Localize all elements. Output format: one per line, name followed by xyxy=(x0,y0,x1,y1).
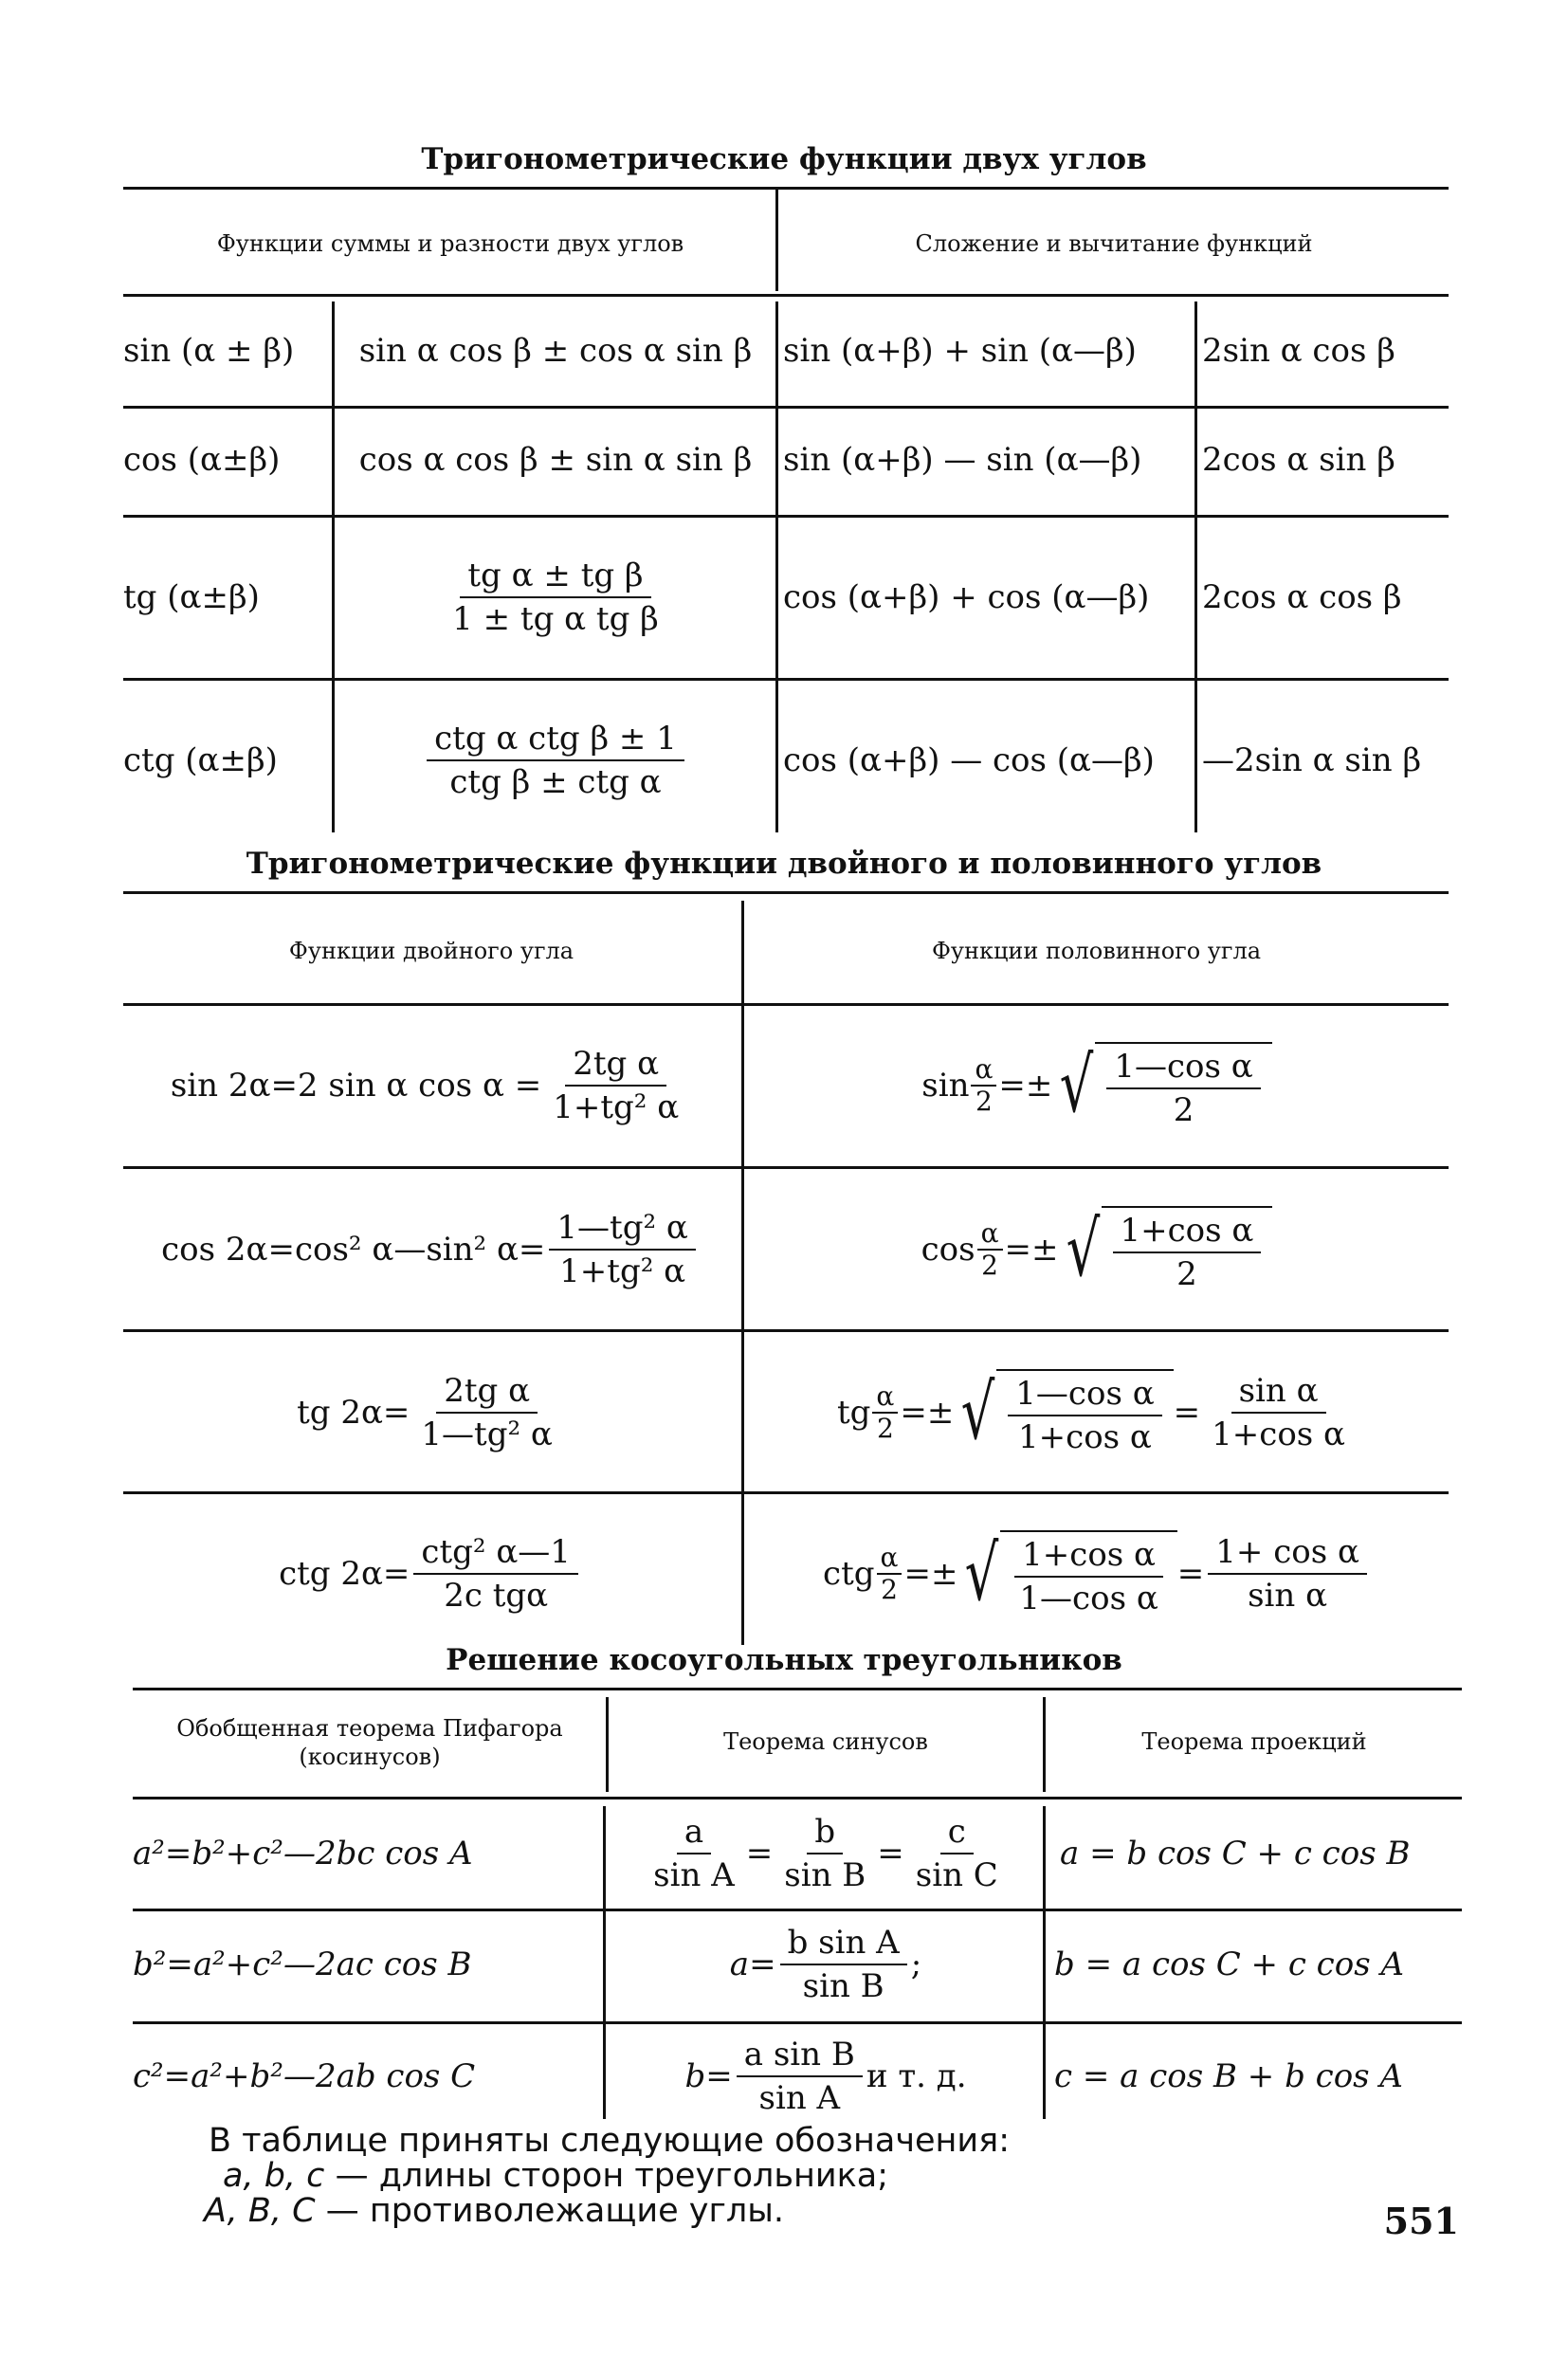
result: 2sin α cos β xyxy=(1202,332,1395,370)
projection-law: c = a cos B + b cos A xyxy=(1054,2057,1403,2095)
fn-label: sin (α ± β) xyxy=(123,332,295,370)
sine-law-solved: a= $\frac{\text{b sin A}}{\text{sin B}}$ ; xyxy=(729,1924,922,2005)
formula: cos α cos β ± sin α sin β xyxy=(358,441,753,479)
half-angle-formula: tg $\frac{\alpha}{2}$ =± √ $\frac{\text{1—cos α}}{\text{1+cos α}}$ = $\frac{\text{sin α}}{\text{1+cos α}}$ xyxy=(836,1368,1346,1456)
cosine-law: b²=a²+c²—2ac cos B xyxy=(133,1946,472,1983)
half-angle-formula: cos $\frac{\alpha}{2}$ =± √ $\frac{\text{1+cos α}}{2}$ xyxy=(745,1193,1449,1306)
divider xyxy=(741,901,744,1645)
cosine-law: a²=b²+c²—2bc cos A xyxy=(133,1835,473,1873)
expression: sin (α+β) + sin (α—β) xyxy=(783,332,1137,370)
denominator: ctg β ± ctg α xyxy=(449,763,662,801)
formula: sin α cos β ± cos α sin β xyxy=(358,332,753,370)
section1-col1-header: Функции суммы и разности двух углов xyxy=(216,230,684,257)
divider xyxy=(332,301,335,832)
rule xyxy=(133,1688,1462,1690)
rule xyxy=(123,1491,1449,1494)
section3-col2-header: Теорема синусов xyxy=(723,1728,928,1755)
divider xyxy=(1043,1697,1046,1792)
denominator: 1 ± tg α tg β xyxy=(452,600,659,638)
numerator: tg α ± tg β xyxy=(460,557,650,598)
rule xyxy=(133,1797,1462,1800)
rule xyxy=(123,406,1449,409)
page-number: 551 xyxy=(1383,2200,1459,2242)
result: 2cos α sin β xyxy=(1202,441,1395,479)
section2-col1-header: Функции двойного угла xyxy=(288,938,574,964)
expression: sin (α+β) — sin (α—β) xyxy=(783,441,1142,479)
section3-col1-header: Обобщенная теорема Пифагора (косинусов) xyxy=(176,1715,563,1770)
fn-label: ctg (α±β) xyxy=(123,741,278,779)
result: 2cos α cos β xyxy=(1202,578,1402,616)
section1-col2-header: Сложение и вычитание функций xyxy=(915,230,1313,257)
rule xyxy=(123,187,1449,190)
fraction xyxy=(337,550,775,645)
projection-law: b = a cos C + c cos A xyxy=(1054,1946,1405,1983)
section1-title: Тригонометрические функции двух углов xyxy=(421,142,1147,176)
half-angle-formula: ctg $\frac{\alpha}{2}$ =± √ $\frac{\text{1+cos α}}{\text{1—cos α}}$ = $\frac{\text{1+ cos α}}{\text{sin α}}$ xyxy=(745,1517,1449,1631)
projection-law: a = b cos C + c cos B xyxy=(1060,1835,1411,1873)
fn-label: cos (α±β) xyxy=(123,441,281,479)
rule xyxy=(123,1003,1449,1006)
fn-label: tg (α±β) xyxy=(123,578,260,616)
divider xyxy=(1043,1806,1046,2119)
sqrt-icon: √ $\frac{\text{1—cos α}}{2}$ xyxy=(1052,1042,1271,1129)
rule xyxy=(123,1166,1449,1169)
double-angle-formula: sin 2α=2 sin α cos α = $\frac{\text{2tg α}}{\text{1+tg² α}}$ xyxy=(170,1045,680,1126)
divider xyxy=(775,301,778,832)
divider xyxy=(606,1697,609,1792)
result: —2sin α sin β xyxy=(1202,741,1422,779)
cosine-law: c²=a²+b²—2ab cos C xyxy=(133,2057,476,2095)
rule xyxy=(133,2021,1462,2024)
divider xyxy=(775,187,778,291)
sine-law: $\frac{a}{\text{sin A}}$ = $\frac{b}{\text{sin B}}$ = $\frac{c}{\text{sin C}}$ xyxy=(653,1813,998,1894)
sqrt-icon: √ $\frac{\text{1—cos α}}{\text{1+cos α}}$ xyxy=(954,1369,1173,1456)
rule xyxy=(123,294,1449,297)
fraction xyxy=(337,713,775,808)
double-angle-formula: ctg 2α= $\frac{\text{ctg² α—1}}{\text{2c tgα}}$ xyxy=(123,1517,738,1631)
sine-law-solved: b= $\frac{\text{a sin B}}{\text{sin A}}$ и т. д. xyxy=(684,2036,967,2117)
divider xyxy=(1194,301,1197,832)
rule xyxy=(123,891,1449,894)
rule xyxy=(123,678,1449,681)
section3-title: Решение косоугольных треугольников xyxy=(446,1643,1122,1677)
numerator: ctg α ctg β ± 1 xyxy=(427,720,684,761)
rule xyxy=(123,1329,1449,1332)
section2-title: Тригонометрические функции двойного и половинного углов xyxy=(246,847,1322,881)
half-angle-formula: sin $\frac{\alpha}{2}$ =± √ $\frac{\text{1—cos α}}{2}$ xyxy=(745,1029,1449,1142)
divider xyxy=(603,1806,606,2119)
notes-angles: A, B, C — противолежащие углы. xyxy=(204,2192,784,2230)
expression: cos (α+β) + cos (α—β) xyxy=(783,578,1150,616)
sqrt-icon: √ $\frac{\text{1+cos α}}{\text{1—cos α}}$ xyxy=(957,1530,1176,1617)
notes-sides: a, b, c — длины сторон треугольника; xyxy=(223,2157,888,2195)
double-angle-formula: tg 2α= $\frac{\text{2tg α}}{\text{1—tg² α}}$ xyxy=(297,1372,553,1453)
section3-col3-header: Теорема проекций xyxy=(1141,1728,1367,1755)
rule xyxy=(133,1909,1462,1911)
expression: cos (α+β) — cos (α—β) xyxy=(783,741,1155,779)
rule xyxy=(123,515,1449,518)
sqrt-icon: √ $\frac{\text{1+cos α}}{2}$ xyxy=(1059,1206,1273,1293)
double-angle-formula: cos 2α=cos² α—sin² α= $\frac{\text{1—tg² α}}{\text{1+tg² α}}$ xyxy=(123,1193,738,1306)
notes-intro: В таблице приняты следующие обозначения: xyxy=(209,2122,1011,2160)
section2-col2-header: Функции половинного угла xyxy=(931,938,1262,964)
